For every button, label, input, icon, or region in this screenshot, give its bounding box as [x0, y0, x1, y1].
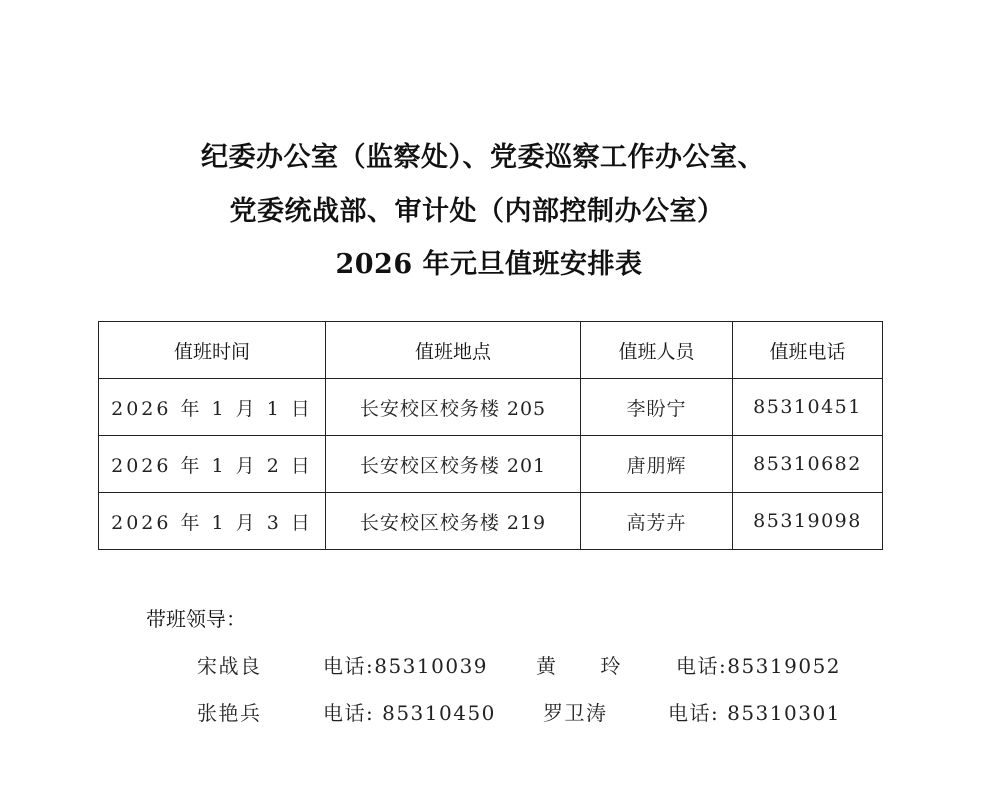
leader-phone: 电话: 85310450	[323, 701, 496, 725]
leader-name: 宋战良	[197, 654, 262, 678]
leader-phone: 电话: 85310301	[668, 701, 841, 725]
leader-name: 罗卫涛	[543, 701, 608, 725]
cell-duty-phone: 85310451	[733, 379, 883, 436]
duty-schedule-table	[98, 321, 883, 550]
leader-name: 张艳兵	[197, 701, 262, 725]
cell-duty-time: 2026 年 1 月 2 日	[99, 436, 326, 493]
cell-duty-time: 2026 年 1 月 1 日	[99, 379, 326, 436]
table-row	[99, 493, 883, 550]
title-line-3: 2026 年元旦值班安排表	[335, 249, 643, 280]
leader-phone: 电话:85310039	[323, 654, 489, 678]
cell-duty-phone: 85310682	[733, 436, 883, 493]
cell-duty-time: 2026 年 1 月 3 日	[99, 493, 326, 550]
cell-duty-location: 长安校区校务楼 201	[326, 436, 581, 493]
cell-duty-phone: 85319098	[733, 493, 883, 550]
cell-duty-location: 长安校区校务楼 219	[326, 493, 581, 550]
header-duty-location: 值班地点	[326, 322, 581, 379]
leader-section-label: 带班领导：	[146, 607, 246, 631]
cell-duty-location: 长安校区校务楼 205	[326, 379, 581, 436]
cell-duty-person: 高芳卉	[581, 493, 733, 550]
title-line-2: 党委统战部、审计处（内部控制办公室）	[229, 196, 725, 227]
cell-duty-person: 李盼宁	[581, 379, 733, 436]
table-row	[99, 436, 883, 493]
table-header-row	[99, 322, 883, 379]
leader-name: 黄 玲	[536, 654, 622, 678]
cell-duty-person: 唐朋辉	[581, 436, 733, 493]
leader-row	[0, 650, 984, 680]
leader-row	[0, 697, 984, 727]
title-line-1: 纪委办公室（监察处）、党委巡察工作办公室、	[201, 142, 765, 173]
leader-phone: 电话:85319052	[676, 654, 842, 678]
table-row	[99, 379, 883, 436]
header-duty-phone: 值班电话	[733, 322, 883, 379]
header-duty-time: 值班时间	[99, 322, 326, 379]
header-duty-person: 值班人员	[581, 322, 733, 379]
